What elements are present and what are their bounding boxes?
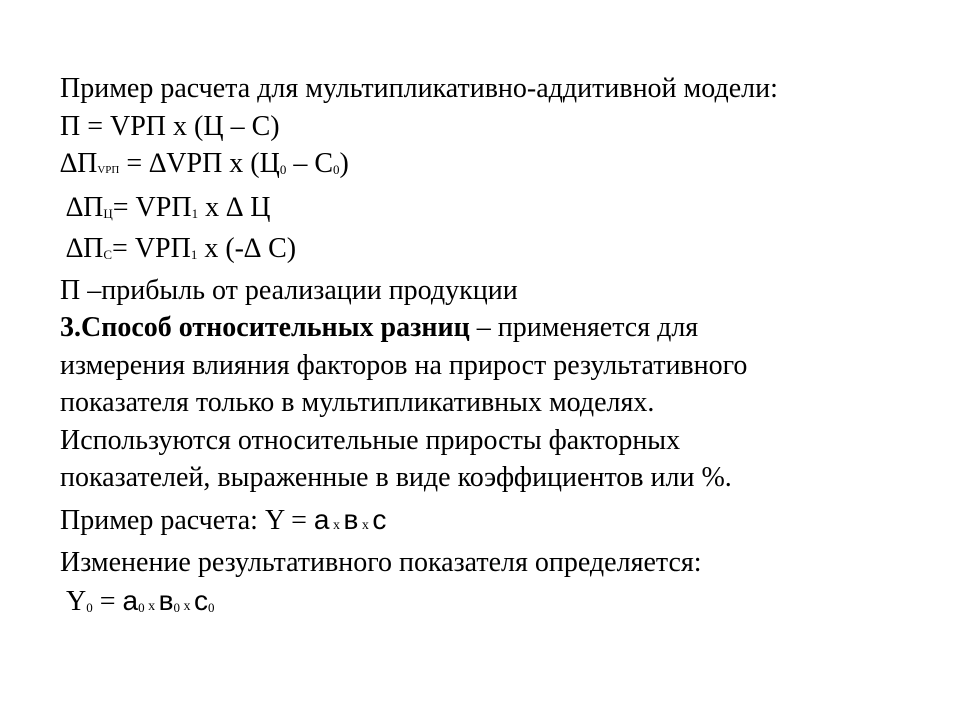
formula-cost-end: х (-∆ С) (197, 233, 297, 264)
method-title: 3.Способ относительных разниц (60, 312, 470, 343)
change-line: Изменение результативного показателя определяется: (60, 547, 702, 578)
formula-vrp-sub-0b: 0 (333, 162, 340, 177)
formula-vrp (60, 145, 920, 189)
formula-price (60, 189, 920, 231)
base-a-sub: 0 (138, 599, 145, 615)
base-y-sub: 0 (86, 599, 93, 615)
base-formula (60, 582, 920, 626)
base-b-sub: 0 (173, 599, 180, 615)
method-line-4: Используются относительные приросты факторных (60, 424, 681, 456)
profit-definition: П –прибыль от реализации продукции (60, 274, 518, 306)
example-c: с (372, 503, 387, 535)
example-line (60, 501, 920, 545)
base-c: с (193, 584, 208, 616)
formula-cost (60, 230, 920, 272)
slide-content (60, 70, 920, 625)
formula-cost-mid: = VРП (112, 233, 191, 264)
method-line-5: показателей, выраженные в виде коэффициентов или %. (60, 462, 732, 493)
example-b: в (343, 503, 359, 535)
example-x1: х (329, 517, 344, 533)
method-heading-line (60, 309, 920, 347)
formula-price-lead: ∆П (66, 191, 104, 223)
formula-cost-sub: С (103, 247, 113, 262)
formula-price-end: х ∆ Ц (198, 191, 271, 223)
intro-line: Пример расчета для мультипликативно-аддитивной модели: (60, 73, 778, 104)
formula-cost-sub-1: 1 (190, 247, 198, 262)
formula-vrp-end: ) (339, 148, 349, 179)
base-eq: = (92, 585, 123, 617)
method-line-2: измерения влияния факторов на прирост результативного (60, 349, 748, 381)
example-a: а (313, 503, 330, 535)
method-line-3: показателя только в мультипликативных моделях. (60, 387, 655, 418)
formula-vrp-sub: VРП (97, 164, 120, 176)
base-y: Y (66, 585, 87, 617)
base-b: в (158, 584, 174, 616)
example-x2: х (358, 517, 373, 533)
base-x1: х (144, 598, 159, 614)
base-a: а (122, 584, 139, 616)
formula-main: П = VРП х (Ц – С) (60, 110, 280, 142)
formula-price-sub-1: 1 (191, 205, 199, 221)
method-title-rest: – применяется для (469, 312, 699, 343)
formula-price-sub: Ц (103, 205, 113, 221)
example-lead: Пример расчета: Y = (60, 504, 314, 536)
formula-vrp-lead: ∆П (60, 148, 98, 179)
base-x2: х (179, 598, 194, 614)
formula-vrp-mid: = ∆VРП х (Ц (119, 148, 280, 179)
formula-price-mid: = VРП (112, 191, 192, 223)
formula-vrp-dash: – С (286, 148, 334, 179)
formula-cost-lead: ∆П (66, 233, 104, 264)
formula-vrp-sub-0a: 0 (279, 162, 287, 177)
base-c-sub: 0 (207, 599, 215, 615)
